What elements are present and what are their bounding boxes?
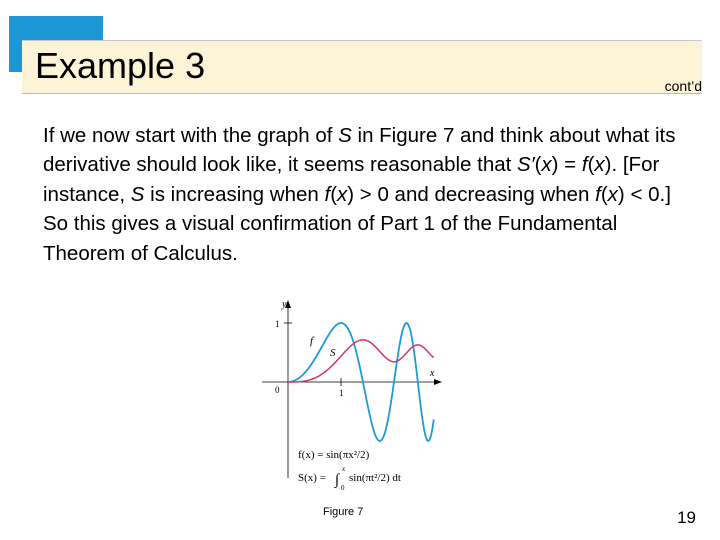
paragraph-run: ) > 0 and decreasing when <box>347 182 596 206</box>
figure-caption: Figure 7 <box>323 506 364 518</box>
y-axis-label: y <box>282 299 287 310</box>
paragraph-run: If we now start with the graph of <box>43 124 339 147</box>
integral-lower-limit: 0 <box>341 484 345 492</box>
paragraph-run: ( <box>534 153 542 177</box>
y-tick-label: 1 <box>275 319 280 329</box>
formula-s-lhs: S(x) = <box>298 472 326 484</box>
paragraph-run: ) < 0.] So this gives a visual confirmation of Part 1 of the Fundamental Theorem of Calculus. <box>43 182 671 265</box>
paragraph-run: f <box>324 182 331 206</box>
paragraph-run: f <box>595 182 601 206</box>
paragraph-run: in Figure 7 and think about what its derivative should look like, it seems reasonable that <box>43 124 676 177</box>
formula-f: f(x) = sin(πx²/2) <box>298 449 370 461</box>
paragraph-run: x <box>594 153 605 177</box>
paragraph-run: f <box>581 153 588 177</box>
paragraph-run: ( <box>587 153 595 177</box>
continued-label: cont’d <box>664 78 702 94</box>
paragraph-run: is increasing when <box>144 182 325 206</box>
paragraph-run: ( <box>330 182 338 206</box>
paragraph-run: S′ <box>517 153 535 177</box>
f-curve-label: f <box>310 335 314 347</box>
page-number: 19 <box>677 508 696 527</box>
figure-7-graph <box>262 298 444 494</box>
s-curve-label: S <box>330 347 336 359</box>
origin-label: 0 <box>275 385 280 395</box>
paragraph-run: ) = <box>551 153 582 177</box>
paragraph-run: x <box>337 182 348 206</box>
paragraph-run: ). [For instance, <box>43 153 660 206</box>
integral-sign: ∫ <box>335 472 340 488</box>
paragraph-run: x <box>541 153 552 177</box>
x-axis-arrow <box>434 379 442 385</box>
body-paragraph <box>43 121 693 268</box>
paragraph-run: ( <box>600 182 608 206</box>
paragraph-run: S <box>338 124 352 147</box>
integral-upper-limit: x <box>342 465 346 473</box>
paragraph-run: x <box>607 182 618 206</box>
x-tick-label: 1 <box>339 388 344 398</box>
paragraph-run: S <box>130 182 145 206</box>
x-axis-label: x <box>430 368 435 379</box>
formula-s-body: sin(πt²/2) dt <box>349 472 401 484</box>
slide-title: Example 3 <box>35 45 206 86</box>
